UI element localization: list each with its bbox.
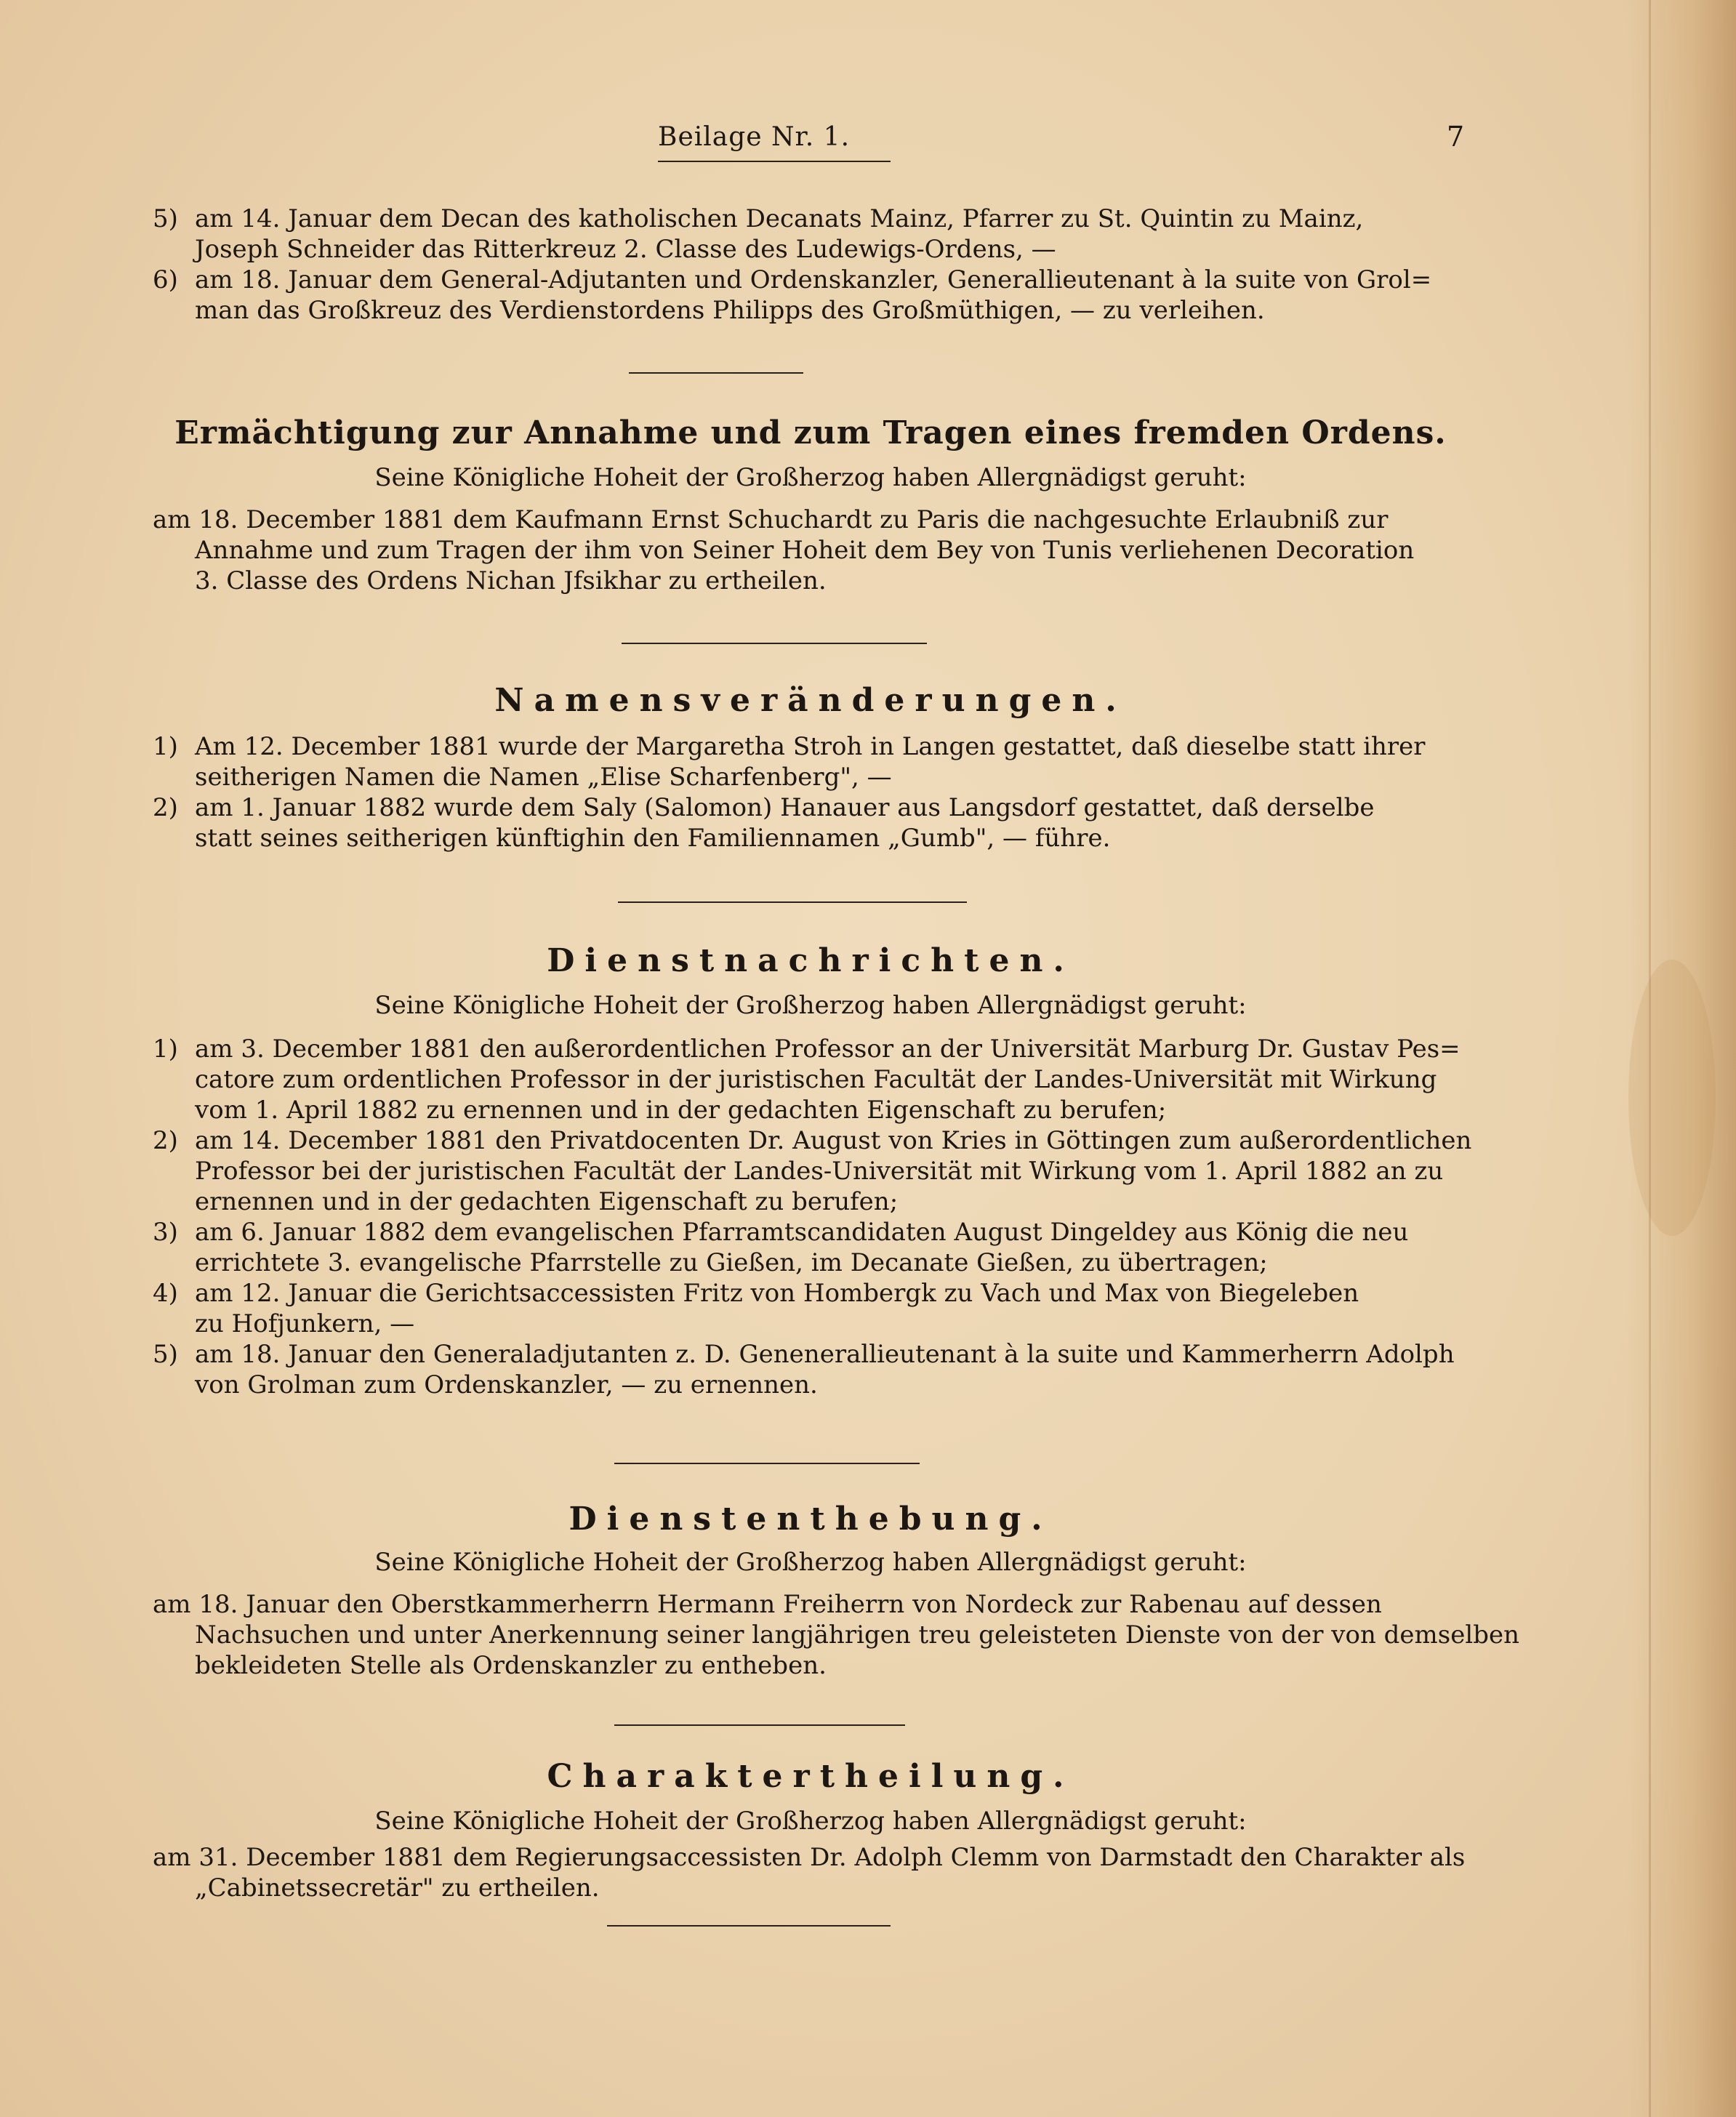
- list-item: 4) am 12. Januar die Gerichtsaccessisten Fritz von Hombergk zu Vach und Max von Biegeleben: [153, 1279, 1359, 1308]
- body-line: bekleideten Stelle als Ordenskanzler zu entheben.: [195, 1651, 827, 1680]
- section-heading-charakter: Charaktertheilung.: [547, 1758, 1074, 1795]
- section-intro: Seine Königliche Hoheit der Großherzog haben Allergnädigst geruht:: [374, 463, 1247, 492]
- list-item-continuation: Professor bei der juristischen Facultät der Landes-Universität mit Wirkung vom 1. April 1882 an zu: [195, 1157, 1444, 1186]
- namen-list: [153, 731, 1468, 853]
- body-line: Nachsuchen und unter Anerkennung seiner langjährigen treu geleisteten Dienste von der von demselben: [195, 1620, 1520, 1650]
- list-item: 5) am 18. Januar den Generaladjutanten z. D. Genenerallieutenant à la suite und Kammerherrn Adolph: [153, 1340, 1455, 1369]
- charakter-body: [153, 1842, 1468, 1903]
- body-line: Annahme und zum Tragen der ihm von Seiner Hoheit dem Bey von Tunis verliehenen Decoration: [195, 536, 1415, 565]
- list-item-continuation: von Grolman zum Ordenskanzler, — zu ernennen.: [195, 1370, 818, 1399]
- body-line: am 31. December 1881 dem Regierungsaccessisten Dr. Adolph Clemm von Darmstadt den Charakter als: [153, 1843, 1466, 1872]
- section-heading-namen: Namensveränderungen.: [494, 682, 1127, 719]
- list-item-continuation: Joseph Schneider das Ritterkreuz 2. Classe des Ludewigs-Ordens, —: [195, 235, 1056, 264]
- dienst-list: [153, 1034, 1472, 1400]
- top-continuation-list: [153, 204, 1468, 326]
- list-item-continuation: zu Hofjunkern, —: [195, 1309, 415, 1338]
- page-number: 7: [1447, 121, 1465, 153]
- section-heading-enthebung: Dienstenthebung.: [568, 1501, 1053, 1538]
- body-line: „Cabinetssecretär" zu ertheilen.: [195, 1873, 600, 1903]
- list-item-continuation: vom 1. April 1882 zu ernennen und in der gedachten Eigenschaft zu berufen;: [195, 1096, 1167, 1125]
- section-intro: Seine Königliche Hoheit der Großherzog haben Allergnädigst geruht:: [374, 991, 1247, 1020]
- list-item: 5) am 14. Januar dem Decan des katholischen Decanats Mainz, Pfarrer zu St. Quintin zu Mainz,: [153, 204, 1364, 233]
- page-header-title: Beilage Nr. 1.: [658, 122, 851, 152]
- section-divider: [629, 372, 803, 374]
- section-intro: Seine Königliche Hoheit der Großherzog haben Allergnädigst geruht:: [374, 1548, 1247, 1577]
- section-heading-ermaechtigung: Ermächtigung zur Annahme und zum Tragen eines fremden Ordens.: [174, 414, 1447, 451]
- ermaechtigung-body: [153, 505, 1468, 596]
- enthebung-body: [153, 1589, 1520, 1681]
- body-line: 3. Classe des Ordens Nichan Jfsikhar zu ertheilen.: [195, 566, 827, 595]
- list-item: 2) am 1. Januar 1882 wurde dem Saly (Salomon) Hanauer aus Langsdorf gestattet, daß derselbe: [153, 793, 1375, 822]
- body-line: am 18. Januar den Oberstkammerherrn Hermann Freiherrn von Nordeck zur Rabenau auf dessen: [153, 1590, 1382, 1619]
- list-item: 1) Am 12. December 1881 wurde der Margaretha Stroh in Langen gestattet, daß dieselbe statt ihrer: [153, 732, 1426, 761]
- list-item: 6) am 18. Januar dem General-Adjutanten und Ordenskanzler, Generallieutenant à la suite von Grol=: [153, 265, 1432, 294]
- header-underline: [658, 161, 891, 162]
- section-divider: [607, 1925, 891, 1927]
- section-intro: Seine Königliche Hoheit der Großherzog haben Allergnädigst geruht:: [374, 1807, 1247, 1836]
- list-item-continuation: seitherigen Namen die Namen „Elise Scharfenberg", —: [195, 763, 892, 792]
- list-item-continuation: ernennen und in der gedachten Eigenschaft zu berufen;: [195, 1187, 899, 1216]
- section-divider: [614, 1463, 920, 1464]
- list-item-continuation: man das Großkreuz des Verdienstordens Philipps des Großmüthigen, — zu verleihen.: [195, 296, 1265, 325]
- list-item: 2) am 14. December 1881 den Privatdocenten Dr. August von Kries in Göttingen zum außerordentlichen: [153, 1126, 1472, 1155]
- paper-stain: [1628, 960, 1716, 1236]
- list-item-continuation: statt seines seitherigen künftighin den Familiennamen „Gumb", — führe.: [195, 824, 1111, 853]
- section-divider: [614, 1724, 905, 1726]
- section-heading-dienst: Dienstnachrichten.: [547, 942, 1074, 979]
- section-divider: [622, 643, 927, 644]
- section-divider: [618, 901, 967, 903]
- list-item: 1) am 3. December 1881 den außerordentlichen Professor an der Universität Marburg Dr. Gustav Pes=: [153, 1035, 1460, 1064]
- list-item-continuation: catore zum ordentlichen Professor in der juristischen Facultät der Landes-Universität mit Wirkung: [195, 1065, 1437, 1094]
- list-item: 3) am 6. Januar 1882 dem evangelischen Pfarramtscandidaten August Dingeldey aus König die neu: [153, 1218, 1409, 1247]
- body-line: am 18. December 1881 dem Kaufmann Ernst Schuchardt zu Paris die nachgesuchte Erlaubniß zur: [153, 505, 1389, 534]
- list-item-continuation: errichtete 3. evangelische Pfarrstelle zu Gießen, im Decanate Gießen, zu übertragen;: [195, 1248, 1268, 1277]
